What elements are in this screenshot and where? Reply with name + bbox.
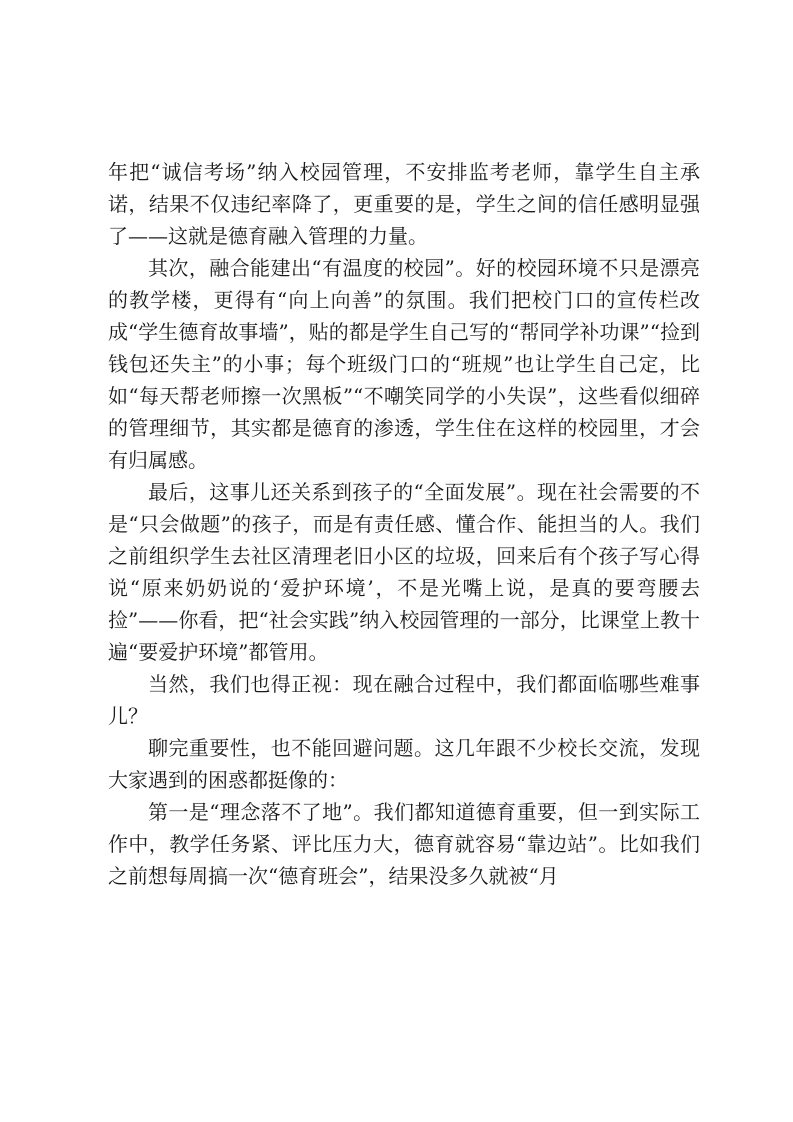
document-body [108, 156, 700, 892]
paragraph-4: 当然，我们也得正视：现在融合过程中，我们都面临哪些难事儿？ [108, 672, 700, 728]
paragraph-3: 最后，这事儿还关系到孩子的“全面发展”。现在社会需要的不是“只会做题”的孩子，而是有责任感、懂合作、能担当的人。我们之前组织学生去社区清理老旧小区的垃圾，回来后有个孩子写心得说“原来奶奶说的‘爱护环境’，不是光嘴上说，是真的要弯腰去捡”——你看，把“社会实践”纳入校园管理的一部分，比课堂上教十遍“要爱护环境”都管用。 [108, 480, 700, 664]
paragraph-5: 聊完重要性，也不能回避问题。这几年跟不少校长交流，发现大家遇到的困惑都挺像的： [108, 736, 700, 792]
paragraph-2: 其次，融合能建出“有温度的校园”。好的校园环境不只是漂亮的教学楼，更得有“向上向善”的氛围。我们把校门口的宣传栏改成“学生德育故事墙”，贴的都是学生自己写的“帮同学补功课”“捡到钱包还失主”的小事；每个班级门口的“班规”也让学生自己定，比如“每天帮老师擦一次黑板”“不嘲笑同学的小失误”，这些看似细碎的管理细节，其实都是德育的渗透，学生住在这样的校园里，才会有归属感。 [108, 256, 700, 472]
paragraph-6: 第一是“理念落不了地”。我们都知道德育重要，但一到实际工作中，教学任务紧、评比压力大，德育就容易“靠边站”。比如我们之前想每周搞一次“德育班会”，结果没多久就被“月 [108, 800, 700, 888]
paragraph-1: 年把“诚信考场”纳入校园管理，不安排监考老师，靠学生自主承诺，结果不仅违纪率降了，更重要的是，学生之间的信任感明显强了——这就是德育融入管理的力量。 [108, 160, 700, 248]
